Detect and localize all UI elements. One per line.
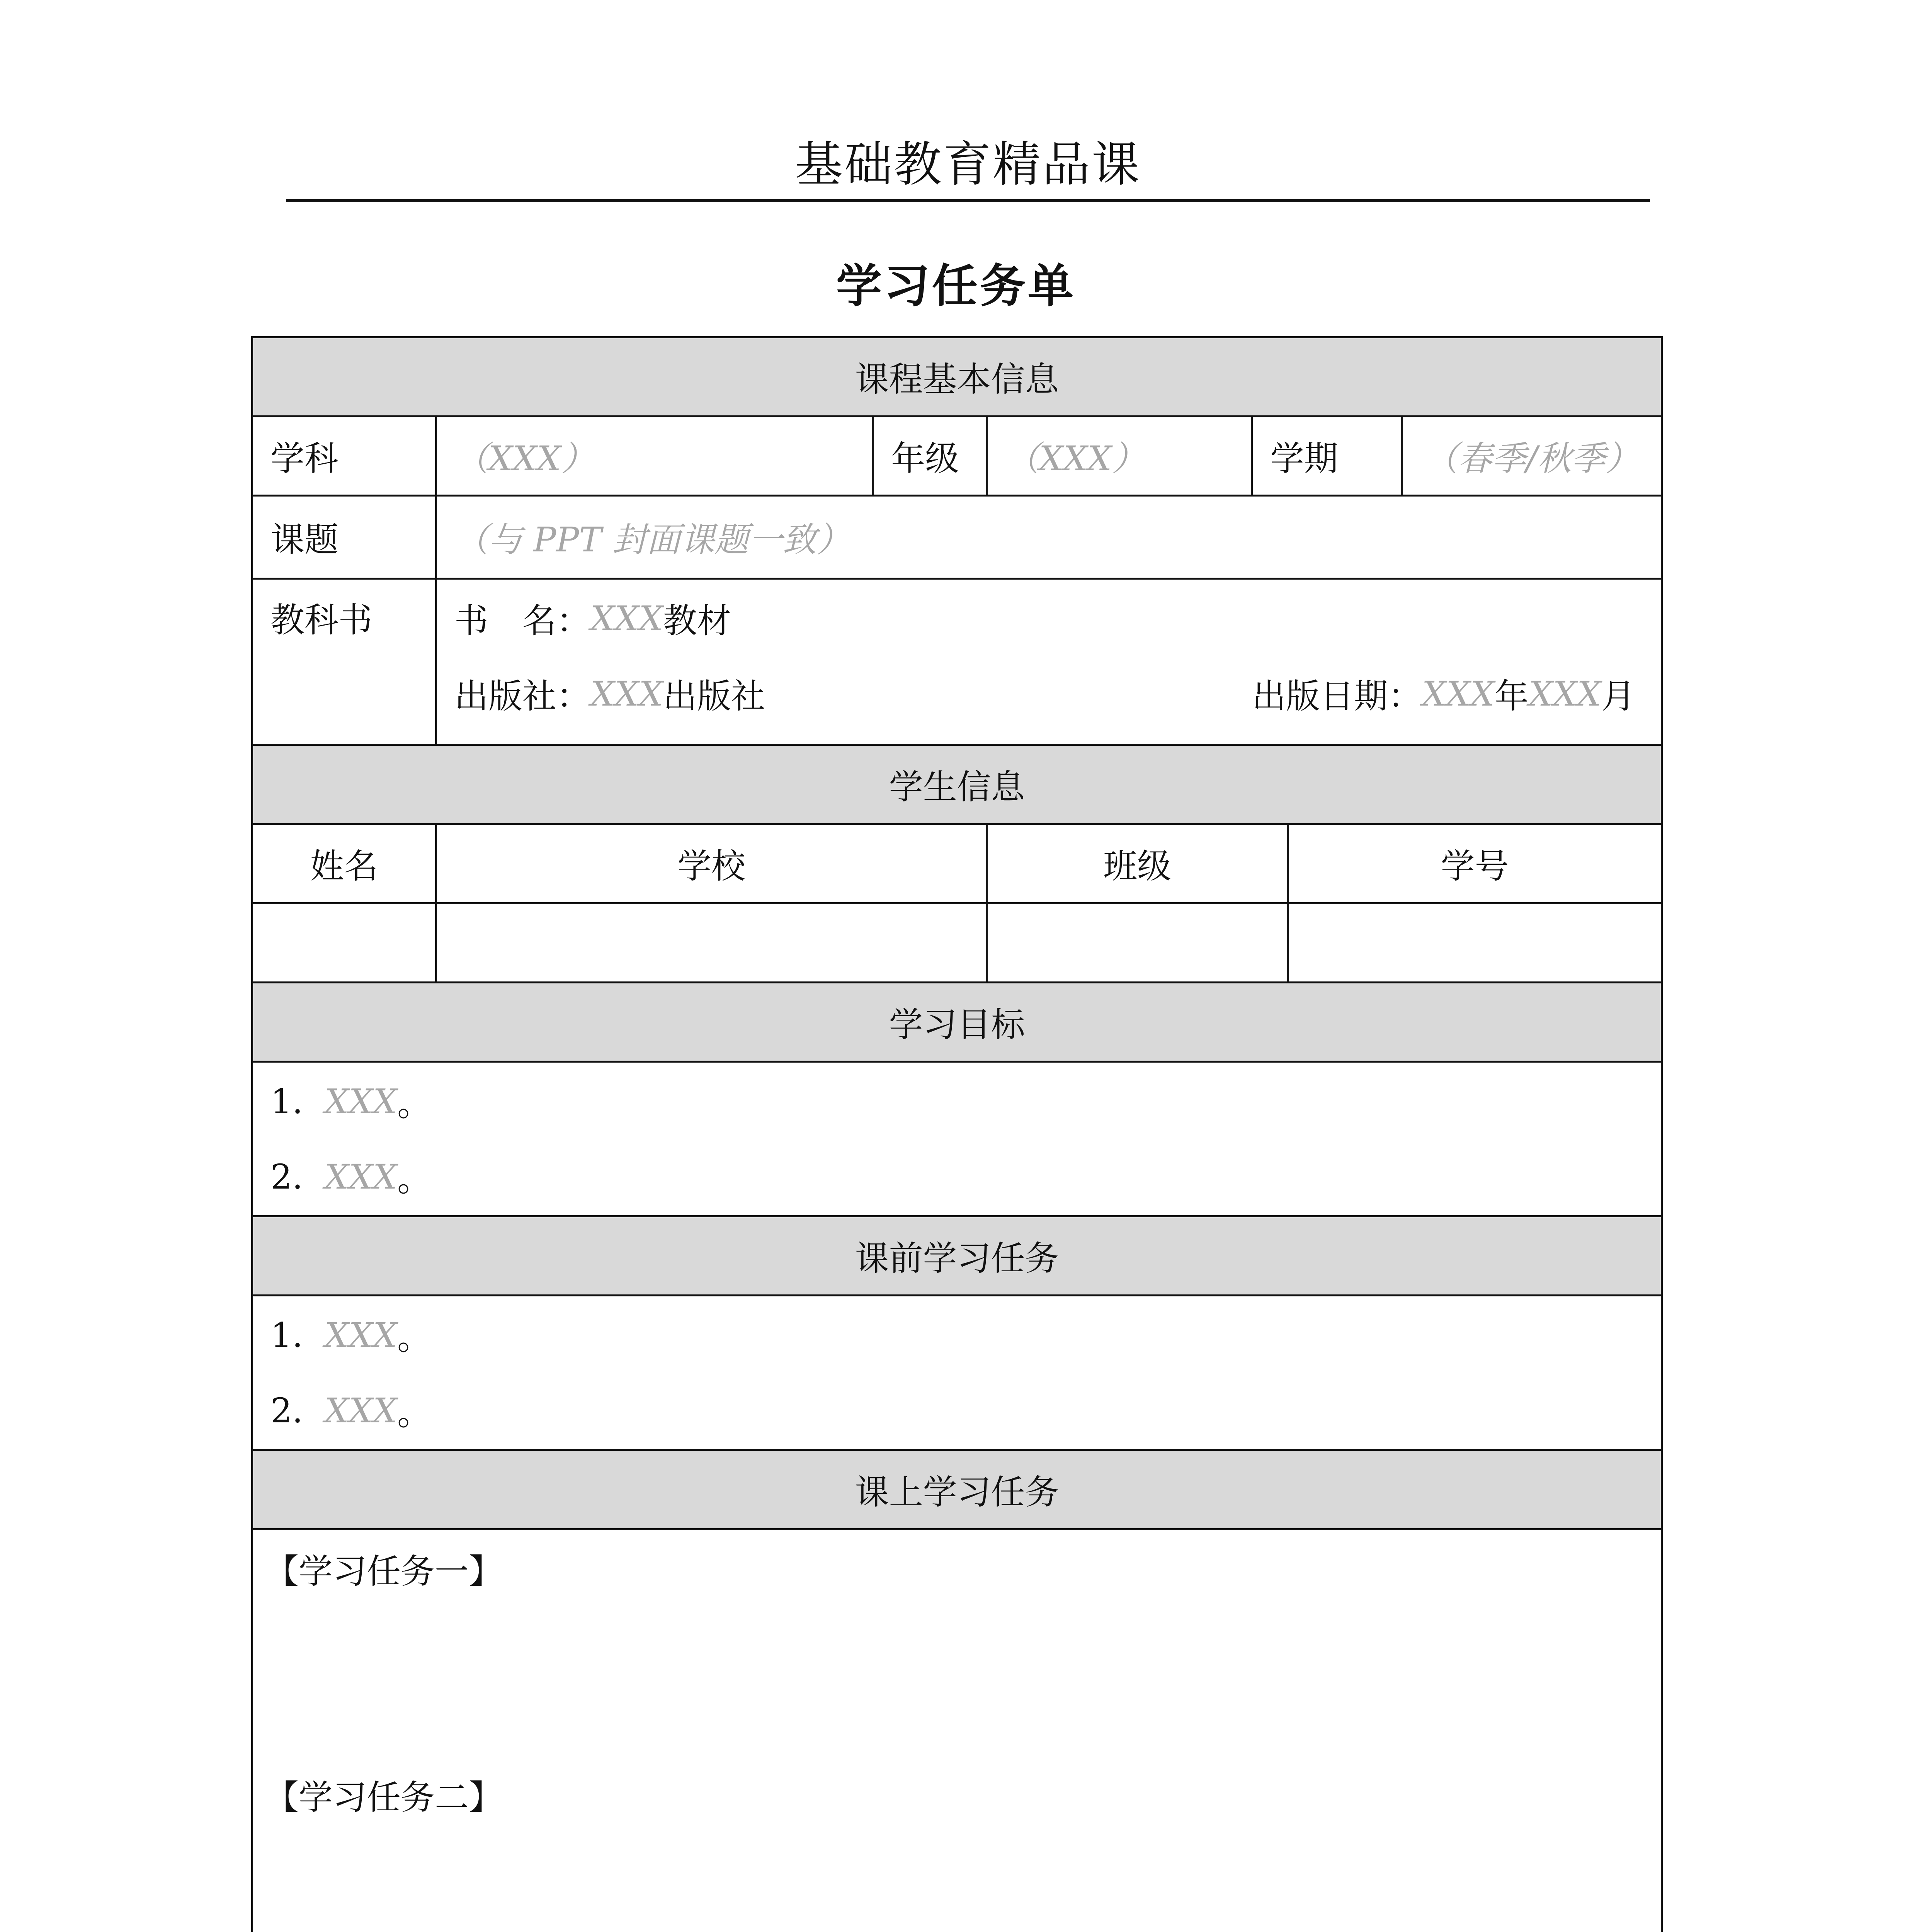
pub-year-placeholder[interactable]: XXX	[1422, 673, 1495, 714]
list-item	[270, 1140, 1643, 1213]
grade-field[interactable]	[987, 417, 1252, 496]
column-header-name: 姓名	[252, 824, 436, 903]
header-divider	[286, 199, 1650, 202]
textbook-details	[436, 579, 1662, 745]
subject-grade-term-row	[252, 417, 1662, 496]
list-item	[270, 1296, 1643, 1374]
book-name-label: 书 名：	[454, 601, 591, 641]
pub-year-suffix: 年	[1494, 676, 1529, 716]
student-input-row	[252, 903, 1662, 983]
student-id-field[interactable]	[1288, 903, 1662, 983]
list-item-end: 。	[397, 1318, 431, 1357]
list-item-placeholder: XXX	[325, 1390, 397, 1430]
student-name-field[interactable]	[252, 903, 436, 983]
subject-placeholder: （XXX）	[454, 439, 595, 478]
task-sheet-table	[251, 336, 1663, 1932]
list-item	[270, 1063, 1643, 1140]
student-school-field[interactable]	[436, 903, 987, 983]
list-item-number: 1.	[270, 1081, 303, 1121]
list-item-end: 。	[397, 1393, 431, 1433]
book-name-placeholder[interactable]: XXX	[590, 598, 663, 638]
subject-field[interactable]	[436, 417, 873, 496]
student-header-row	[252, 824, 1662, 903]
publisher-line	[454, 657, 1643, 730]
column-header-school: 学校	[436, 824, 987, 903]
list-item-placeholder: XXX	[325, 1156, 397, 1197]
document-title: 学习任务单	[836, 259, 1076, 313]
section-student-info	[252, 745, 1662, 824]
task-two-heading: 【学习任务二】	[265, 1777, 503, 1817]
section-title-course-info: 课程基本信息	[252, 337, 1662, 417]
pre-class-tasks-row	[252, 1296, 1662, 1450]
list-item-number: 2.	[270, 1390, 303, 1430]
header-title: 基础教育精品课	[794, 137, 1141, 192]
topic-label: 课题	[252, 496, 436, 579]
textbook-label: 教科书	[252, 579, 436, 745]
column-header-class: 班级	[987, 824, 1288, 903]
section-course-info	[252, 337, 1662, 417]
term-placeholder: （春季/秋季）	[1424, 439, 1640, 478]
term-field[interactable]	[1402, 417, 1662, 496]
pub-month-placeholder[interactable]: XXX	[1528, 673, 1601, 714]
task-one-space	[265, 1607, 1649, 1756]
pub-month-suffix: 月	[1601, 676, 1635, 716]
pub-date-label: 出版日期：	[1252, 676, 1422, 716]
publisher-label: 出版社：	[454, 676, 591, 716]
grade-placeholder: （XXX）	[1005, 439, 1146, 478]
publisher-suffix: 出版社	[663, 676, 765, 716]
list-item-end: 。	[397, 1159, 431, 1199]
list-item	[270, 1374, 1643, 1447]
student-class-field[interactable]	[987, 903, 1288, 983]
section-pre-class-tasks	[252, 1216, 1662, 1296]
learning-goals-row	[252, 1062, 1662, 1216]
term-label: 学期	[1252, 417, 1402, 496]
book-name-suffix: 教材	[663, 601, 731, 641]
book-name-line	[454, 580, 1643, 657]
section-in-class-tasks	[252, 1450, 1662, 1529]
section-title-student-info: 学生信息	[252, 745, 1662, 824]
topic-row	[252, 496, 1662, 579]
subject-label: 学科	[252, 417, 436, 496]
column-header-student-id: 学号	[1288, 824, 1662, 903]
pre-class-tasks-list[interactable]	[252, 1296, 1662, 1450]
section-title-pre-class-tasks: 课前学习任务	[252, 1216, 1662, 1296]
list-item-end: 。	[397, 1084, 431, 1124]
learning-goals-list[interactable]	[252, 1062, 1662, 1216]
in-class-tasks-area[interactable]	[252, 1529, 1662, 1932]
topic-placeholder: （与 PPT 封面课题一致）	[454, 520, 851, 560]
list-item-number: 1.	[270, 1315, 303, 1355]
section-title-in-class-tasks: 课上学习任务	[252, 1450, 1662, 1529]
in-class-tasks-row	[252, 1529, 1662, 1932]
topic-field[interactable]	[436, 496, 1662, 579]
list-item-number: 2.	[270, 1156, 303, 1197]
task-one-heading: 【学习任务一】	[265, 1551, 503, 1591]
section-learning-goals	[252, 983, 1662, 1062]
publisher-placeholder[interactable]: XXX	[590, 673, 663, 714]
list-item-placeholder: XXX	[325, 1315, 397, 1355]
grade-label: 年级	[873, 417, 987, 496]
textbook-row	[252, 579, 1662, 745]
section-title-learning-goals: 学习目标	[252, 983, 1662, 1062]
list-item-placeholder: XXX	[325, 1081, 397, 1121]
